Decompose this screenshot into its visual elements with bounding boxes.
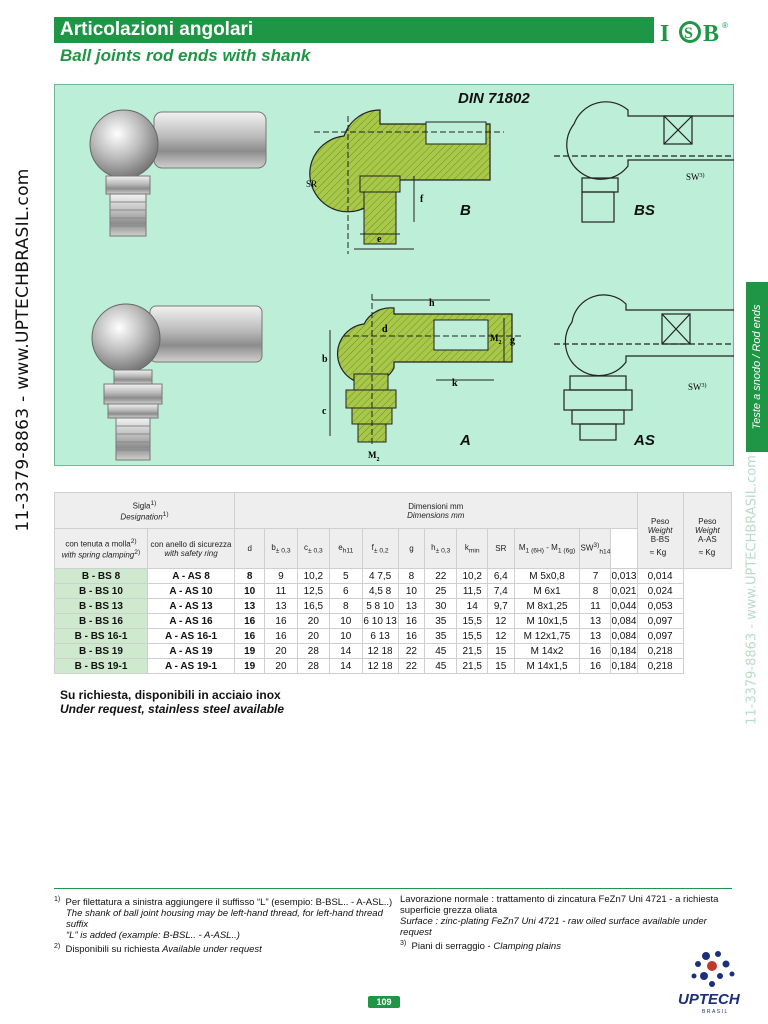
cell-aas: A - AS 19-1 (147, 659, 234, 674)
label-b: B (460, 202, 471, 219)
table-row (55, 584, 732, 599)
note-stainless-en: Under request, stainless steel available (60, 702, 285, 716)
cell-d: 16 (235, 629, 265, 644)
th-h: $h_{\pm 0,3}$ (425, 529, 457, 569)
cell-e: 5 (330, 569, 362, 584)
table-row (55, 599, 732, 614)
cell-e: 6 (330, 584, 362, 599)
cell-b: 16 (265, 629, 297, 644)
cell-w2: 0,014 (637, 569, 683, 584)
cell-bbs: B - BS 16 (55, 614, 148, 629)
cell-sr: 15 (488, 659, 515, 674)
dim-k: k (452, 378, 458, 389)
dim-e: e (377, 234, 382, 245)
dim-c: c (322, 406, 327, 417)
cell-m: M 8x1,25 (514, 599, 580, 614)
cell-w1: 0,184 (611, 645, 637, 657)
cell-m: M 14x1,5 (514, 659, 580, 674)
cell-b: 20 (265, 644, 297, 659)
cell-bbs: B - BS 10 (55, 584, 148, 599)
page-number: 109 (368, 996, 400, 1008)
cell-d: 8 (235, 569, 265, 584)
uptech-logo-dots (692, 951, 735, 987)
cell-bbs: B - BS 19-1 (55, 659, 148, 674)
cell-f: 4,5 8 (362, 584, 398, 599)
th-sw: $SW^{3)}_{h14}$ (580, 529, 611, 569)
cell-w1: 0,044 (611, 600, 637, 612)
isb-logo-b: B (703, 21, 720, 47)
uptech-logo (676, 946, 748, 1018)
cell-w1: 0,084 (611, 630, 637, 642)
din-standard: DIN 71802 (458, 90, 530, 107)
cell-h: 25 (425, 584, 457, 599)
cell-e: 10 (330, 629, 362, 644)
th-sigla: Sigla$^{1)}$ Designation$^{1)}$ (55, 493, 235, 529)
cell-w2: 0,024 (637, 584, 683, 599)
cell-w1: 0,013 (611, 570, 637, 582)
side-contact-right-text: 11-3379-8863 - www.UPTECHBRASIL.com (744, 455, 760, 725)
cell-c: 28 (297, 659, 330, 674)
th-weight-aas: Peso Weight A-AS (683, 493, 731, 569)
cell-sw: 16 (580, 659, 611, 674)
drawing-b-section (310, 110, 504, 254)
weight-unit-bbs: ≈ Kg (649, 548, 667, 557)
cell-m: M 6x1 (514, 584, 580, 599)
cell-h: 35 (425, 614, 457, 629)
cell-m: M 5x0,8 (514, 569, 580, 584)
photo-ball-joint-b (90, 110, 266, 236)
footnote-3: $^{3)}$ Piani di serraggio - Clamping plains (400, 940, 561, 953)
cell-w1: 0,084 (611, 615, 637, 627)
cell-sw: 16 (580, 644, 611, 659)
cell-d: 19 (235, 644, 265, 659)
cell-aas: A - AS 10 (147, 584, 234, 599)
footnote-1-en: The shank of ball joint housing may be left-hand thread, for left-hand thread suffix “L” is added (example: B-BSL.. - A-ASL..) (66, 908, 383, 942)
section-side-tab (746, 282, 768, 452)
cell-k: 21,5 (457, 644, 488, 659)
cell-f: 4 7,5 (362, 569, 398, 584)
dim-g: g (510, 335, 515, 346)
cell-b: 9 (265, 569, 297, 584)
technical-drawings (54, 84, 734, 466)
cell-c: 12,5 (297, 584, 330, 599)
spec-table (54, 492, 732, 674)
cell-m: M 10x1,5 (514, 614, 580, 629)
cell-sr: 9,7 (488, 599, 515, 614)
dim-f: f (420, 194, 424, 205)
th-safety-ring: con anello di sicurezza with safety ring (147, 529, 234, 569)
cell-aas: A - AS 16 (147, 614, 234, 629)
cell-k: 15,5 (457, 629, 488, 644)
footnote-1: $^{1)}$ Per filettatura a sinistra aggiungere il suffisso “L” (esempio: B-BSL.. - A-ASL..) (54, 896, 393, 909)
cell-g: 22 (398, 659, 424, 674)
cell-d: 10 (235, 584, 265, 599)
cell-f: 12 18 (362, 659, 398, 674)
cell-w2: 0,218 (637, 659, 683, 674)
cell-aas: A - AS 19 (147, 644, 234, 659)
side-contact-right (738, 455, 766, 725)
uptech-logo-name: UPTECH (678, 991, 740, 1008)
section-side-tab-text: Teste a snodo / Rod ends (751, 304, 763, 430)
th-b: $b_{\pm 0,3}$ (265, 529, 297, 569)
cell-h: 22 (425, 569, 457, 584)
cell-k: 14 (457, 599, 488, 614)
cell-b: 20 (265, 659, 297, 674)
cell-h: 45 (425, 659, 457, 674)
cell-sr: 6,4 (488, 569, 515, 584)
cell-b: 13 (265, 599, 297, 614)
cell-k: 11,5 (457, 584, 488, 599)
cell-sw: 8 (580, 584, 611, 599)
cell-k: 10,2 (457, 569, 488, 584)
footnotes-right (400, 894, 730, 952)
cell-h: 30 (425, 599, 457, 614)
cell-e: 14 (330, 644, 362, 659)
cell-g: 13 (398, 599, 424, 614)
cell-bbs: B - BS 19 (55, 644, 148, 659)
table-row (55, 614, 732, 629)
cell-w1: 0,184 (611, 660, 637, 672)
footnote-2: $^{2)}$ Disponibili su richiesta Available under request (54, 943, 262, 956)
dim-b: b (322, 354, 328, 365)
page-title: Articolazioni angolari (60, 19, 254, 40)
cell-f: 5 8 10 (362, 599, 398, 614)
cell-bbs: B - BS 8 (55, 569, 148, 584)
cell-f: 6 13 (362, 629, 398, 644)
cell-g: 10 (398, 584, 424, 599)
isb-logo-i: I (660, 21, 670, 47)
dim-m2-bottom: $M_2$ (368, 450, 380, 463)
label-bs: BS (634, 202, 655, 219)
cell-w1: 0,021 (611, 585, 637, 597)
cell-b: 11 (265, 584, 297, 599)
cell-c: 20 (297, 629, 330, 644)
cell-e: 8 (330, 599, 362, 614)
uptech-logo-sub: BRASIL (702, 1009, 729, 1015)
cell-sw: 11 (580, 599, 611, 614)
cell-w2: 0,053 (637, 599, 683, 614)
isb-logo-reg: ® (722, 21, 728, 30)
cell-f: 6 10 13 (363, 615, 397, 627)
th-g: g (398, 529, 424, 569)
dim-m2: $M_2$ (490, 333, 502, 346)
drawing-as-outline (554, 295, 734, 440)
th-dimensions: Dimensioni mm Dimensions mm (235, 493, 637, 529)
th-e: $e_{h11}$ (330, 529, 362, 569)
cell-bbs: B - BS 13 (55, 599, 148, 614)
cell-aas: A - AS 13 (147, 599, 234, 614)
cell-h: 45 (425, 644, 457, 659)
footnote-divider (54, 888, 732, 889)
cell-f: 12 18 (362, 644, 398, 659)
cell-sr: 12 (488, 629, 515, 644)
cell-g: 16 (398, 629, 424, 644)
cell-e: 14 (330, 659, 362, 674)
th-sr: SR (488, 529, 515, 569)
cell-sw: 13 (580, 614, 611, 629)
table-row (55, 569, 732, 584)
cell-sr: 7,4 (488, 584, 515, 599)
cell-d: 13 (235, 599, 265, 614)
dim-sw-as: SW$^{3)}$ (688, 382, 707, 392)
label-as: AS (634, 432, 655, 449)
dim-sr: SR (306, 179, 318, 189)
side-contact-left-text: 11-3379-8863 - www.UPTECHBRASIL.com (13, 168, 33, 532)
cell-d: 19 (235, 659, 265, 674)
th-m: $M_{1 (6H)} - M_{1 (6g)}$ (514, 529, 580, 569)
isb-logo-s: S (684, 25, 693, 42)
cell-sr: 15 (488, 644, 515, 659)
dim-sw-bs: SW$^{3)}$ (686, 172, 705, 182)
label-a: A (460, 432, 471, 449)
photo-ball-joint-a (92, 304, 262, 460)
cell-c: 28 (297, 644, 330, 659)
footnotes-left (54, 894, 394, 955)
table-row (55, 644, 732, 659)
cell-k: 21,5 (457, 659, 488, 674)
cell-w2: 0,097 (637, 614, 683, 629)
cell-m: M 14x2 (514, 644, 580, 659)
drawing-a-section (330, 294, 524, 444)
cell-sw: 13 (580, 629, 611, 644)
weight-unit-aas: ≈ Kg (698, 548, 716, 557)
table-row (55, 629, 732, 644)
th-f: $f_{\pm 0,2}$ (362, 529, 398, 569)
cell-w2: 0,097 (637, 629, 683, 644)
cell-c: 20 (297, 614, 330, 629)
spec-table-body (55, 569, 732, 674)
th-d: d (235, 529, 265, 569)
cell-g: 8 (398, 569, 424, 584)
cell-m: M 12x1,75 (514, 629, 580, 644)
cell-aas: A - AS 8 (147, 569, 234, 584)
cell-sw: 7 (580, 569, 611, 584)
cell-sr: 12 (488, 614, 515, 629)
cell-c: 16,5 (297, 599, 330, 614)
dim-d: d (382, 324, 388, 335)
th-weight-bbs: Peso Weight B-BS (637, 493, 683, 569)
table-row (55, 659, 732, 674)
page-subtitle: Ball joints rod ends with shank (60, 46, 311, 65)
note-stainless-it: Su richiesta, disponibili in acciaio inox (60, 688, 281, 702)
cell-d: 16 (235, 614, 265, 629)
cell-bbs: B - BS 16-1 (55, 629, 148, 644)
dim-h: h (429, 298, 435, 309)
th-c: $c_{\pm 0,3}$ (297, 529, 330, 569)
surface-note-en: Surface : zinc-plating FeZn7 Uni 4721 - raw oiled surface available under request (400, 916, 707, 938)
cell-aas: A - AS 16-1 (147, 629, 234, 644)
cell-g: 16 (398, 614, 424, 629)
th-k: $k_{min}$ (457, 529, 488, 569)
side-contact-left (6, 20, 40, 680)
cell-c: 10,2 (297, 569, 330, 584)
cell-w2: 0,218 (637, 644, 683, 659)
isb-logo (656, 14, 736, 48)
cell-g: 22 (398, 644, 424, 659)
cell-b: 16 (265, 614, 297, 629)
cell-h: 35 (425, 629, 457, 644)
surface-note-it: Lavorazione normale : trattamento di zincatura FeZn7 Uni 4721 - a richiesta superficie grezza oliata (400, 894, 719, 916)
cell-e: 10 (330, 614, 362, 629)
cell-k: 15,5 (457, 614, 488, 629)
th-spring-clamping: con tenuta a molla$^{2)}$ with spring clamping$^{2)}$ (55, 529, 148, 569)
